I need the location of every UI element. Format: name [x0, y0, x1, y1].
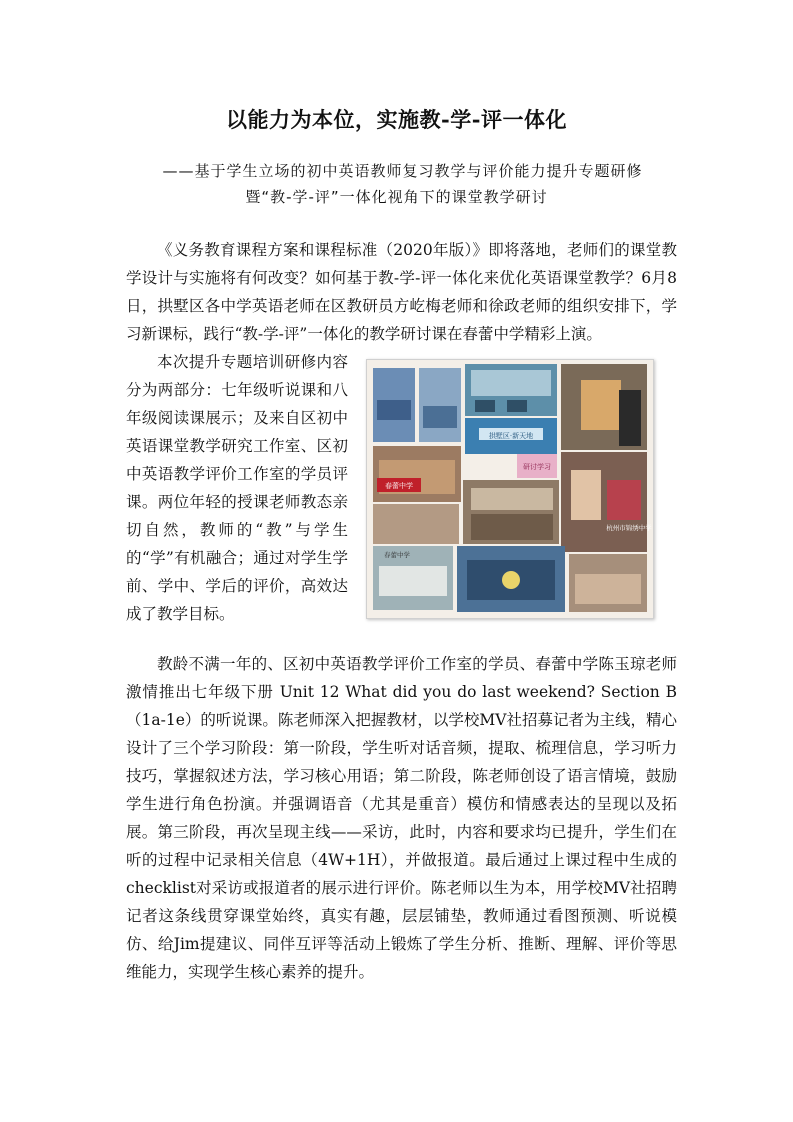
collage-photo-meeting — [373, 504, 459, 544]
school-sign-caption-2: 春蕾中学 — [384, 551, 410, 559]
paragraph-intro: 《义务教育课程方案和课程标准（2020年版）》即将落地，老师们的课堂教学设计与实施将有何改变？如何基于教-学-评一体化来优化英语课堂教学？6月8日，拱墅区各中学英语老师在区教研员方屹梅老师和徐政老师的组织安排下，学习新课标，践行“教-学-评”一体化的教学研讨课在春蕾中学精彩上演。 — [126, 241, 677, 343]
school-sign-caption: 春蕾中学 — [385, 482, 413, 490]
subtitle-line-2: 暨“教-学-评”一体化视角下的课堂教学研讨 — [245, 188, 548, 206]
city-label-caption: 杭州市锦绣中学 — [606, 524, 652, 532]
group-caption: 研讨学习 — [523, 463, 551, 471]
banner-caption: 拱墅区·新天地 — [488, 432, 534, 440]
paragraph-training: 本次提升专题培训研修内容分为两部分：七年级听说课和八年级阅读课展示；及来自区初中英语课堂教学研究工作室、区初中英语教学评价工作室的学员评课。两位年轻的授课老师教态亲切自然，教师的“教”与学生的“学”有机融合；通过对学生学前、学中、学后的评价，高效达成了教学目标。 — [126, 353, 348, 623]
photo-collage — [366, 359, 654, 619]
collage-photo-classroom-2 — [419, 368, 461, 442]
subtitle-line-1: ——基于学生立场的初中英语教师复习教学与评价能力提升专题研修 — [162, 162, 643, 180]
paragraph-lesson: 教龄不满一年的、区初中英语教学评价工作室的学员、春蕾中学陈玉琼老师激情推出七年级下册 Unit 12 What did you do last weekend? Section B（1a-1e）的听说课。陈老师深入把握教材，以学校MV社招募记者为主线，精心设计了三个学习阶段：第一阶段，学生听对话音频，提取、梳理信息，学习听力技巧，掌握叙述方法，学习核心用语；第二阶段，陈老师创设了语言情境，鼓励学生进行角色扮演。并强调语音（尤其是重音）模仿和情感表达的呈现以及拓展。第三阶段，再次呈现主线——采访，此时，内容和要求均已提升，学生们在听的过程中记录相关信息（4W+1H），并做报道。最后通过上课过程中生成的checklist对采访或报道者的展示进行评价。陈老师以生为本，用学校MV社招聘记者这条线贯穿课堂始终，真实有趣，层层铺垫，教师通过看图预测、听说模仿、给Jim提建议、同伴互评等活动上锻炼了学生分析、推断、理解、评价等思维能力，实现学生核心素养的提升。 — [126, 655, 677, 981]
document-title: 以能力为本位，实施教-学-评一体化 — [226, 107, 567, 132]
